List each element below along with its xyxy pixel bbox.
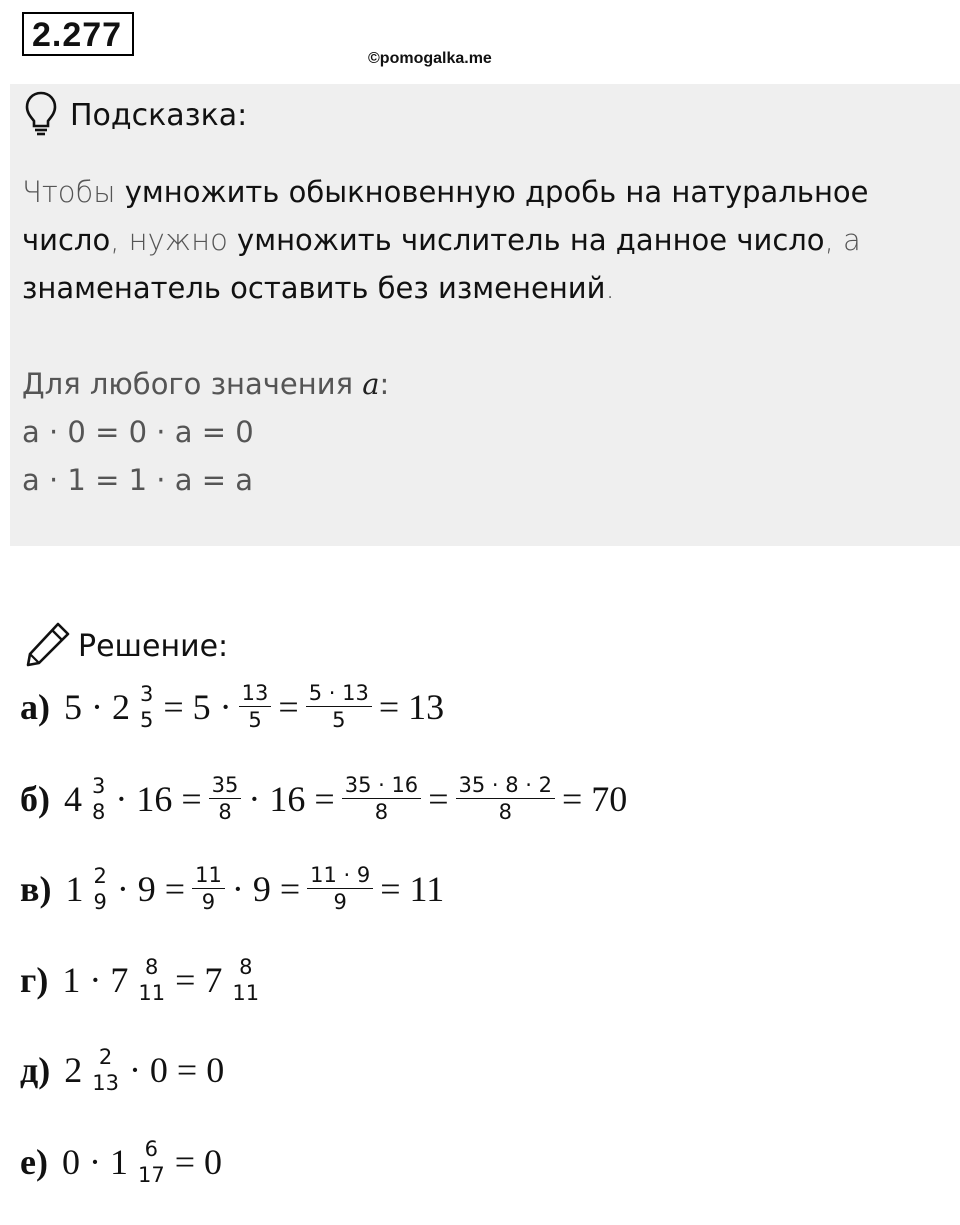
- expression-part: · 9 =: [231, 868, 301, 909]
- expression-part: 5 · 2: [64, 686, 130, 727]
- fraction: $\frac{11 \cdot 9}{9}$: [307, 862, 373, 915]
- expression-part: 1: [65, 868, 84, 909]
- example-label: а): [20, 686, 50, 727]
- hint-identities: [22, 360, 389, 504]
- fraction: $\frac{5 \cdot 13}{5}$: [306, 680, 372, 733]
- solution-title: Решение:: [78, 628, 229, 664]
- hint-text-part: Чтобы: [22, 175, 125, 209]
- expression-part: = 13: [378, 686, 445, 727]
- hint-title: Подсказка:: [70, 97, 248, 133]
- example-v: [20, 862, 446, 915]
- hint-text-part: , нужно: [110, 223, 238, 257]
- hint-emphasis: умножить обыкновенную дробь на натуральное число: [22, 175, 869, 257]
- expression-part: = 5 ·: [163, 686, 232, 727]
- hint-text-part: .: [605, 271, 615, 305]
- example-d: [20, 1044, 226, 1096]
- example-e: [20, 1136, 224, 1188]
- fraction: $\frac{35}{8}$: [209, 772, 242, 825]
- expression-part: = 11: [380, 868, 445, 909]
- fraction: $\frac{35 \cdot 8 \cdot 2}{8}$: [456, 772, 556, 825]
- fraction: 8 11: [138, 955, 166, 1005]
- expression-part: =: [278, 686, 299, 727]
- fraction: $\frac{13}{5}$: [239, 680, 272, 733]
- lightbulb-icon: [24, 90, 58, 140]
- fraction: $\frac{11}{9}$: [192, 862, 225, 915]
- rule-one: a · 1 = 1 · a = a: [22, 463, 253, 497]
- example-g: [20, 954, 267, 1006]
- fraction: 3 8: [92, 773, 106, 824]
- expression-part: · 9 =: [116, 868, 186, 909]
- task-number: 2.277: [22, 12, 134, 56]
- fraction: 6 17: [137, 1137, 165, 1187]
- hint-text-part: , а: [824, 223, 861, 257]
- hint-header: [24, 90, 247, 140]
- expression-part: · 16 =: [248, 778, 335, 819]
- hint-emphasis: знаменатель оставить без изменений: [22, 271, 606, 305]
- expression-part: = 70: [562, 778, 628, 819]
- example-label: г): [20, 960, 49, 1000]
- example-label: в): [20, 868, 52, 909]
- expression-part: 1 · 7: [62, 960, 129, 1000]
- example-a: [20, 680, 446, 733]
- expression-part: =: [428, 778, 449, 819]
- rule-zero: a · 0 = 0 · a = 0: [22, 415, 254, 449]
- example-label: б): [20, 778, 50, 819]
- hint-rule-text: [22, 168, 952, 312]
- rule-intro: Для любого значения a:: [22, 367, 390, 401]
- expression-part: = 0: [174, 1142, 223, 1182]
- fraction: 3 5: [140, 681, 154, 732]
- pencil-icon: [24, 620, 72, 672]
- example-label: е): [20, 1142, 48, 1182]
- solution-header: [24, 620, 228, 672]
- fraction: 2 13: [92, 1045, 119, 1095]
- expression-part: · 0 = 0: [128, 1050, 225, 1090]
- hint-panel: [10, 84, 960, 546]
- expression-part: 0 · 1: [61, 1142, 128, 1182]
- expression-part: 4: [64, 778, 82, 819]
- fraction: 8 11: [232, 955, 260, 1005]
- watermark: ©pomogalka.me: [368, 50, 492, 67]
- fraction: $\frac{35 \cdot 16}{8}$: [342, 772, 421, 825]
- expression-part: = 7: [175, 960, 223, 1000]
- example-b: [20, 772, 629, 825]
- fraction: 2 9: [93, 863, 107, 914]
- example-label: д): [20, 1050, 51, 1090]
- hint-emphasis: умножить числитель на данное число: [237, 223, 825, 257]
- expression-part: · 16 =: [115, 778, 202, 819]
- expression-part: 2: [64, 1050, 83, 1090]
